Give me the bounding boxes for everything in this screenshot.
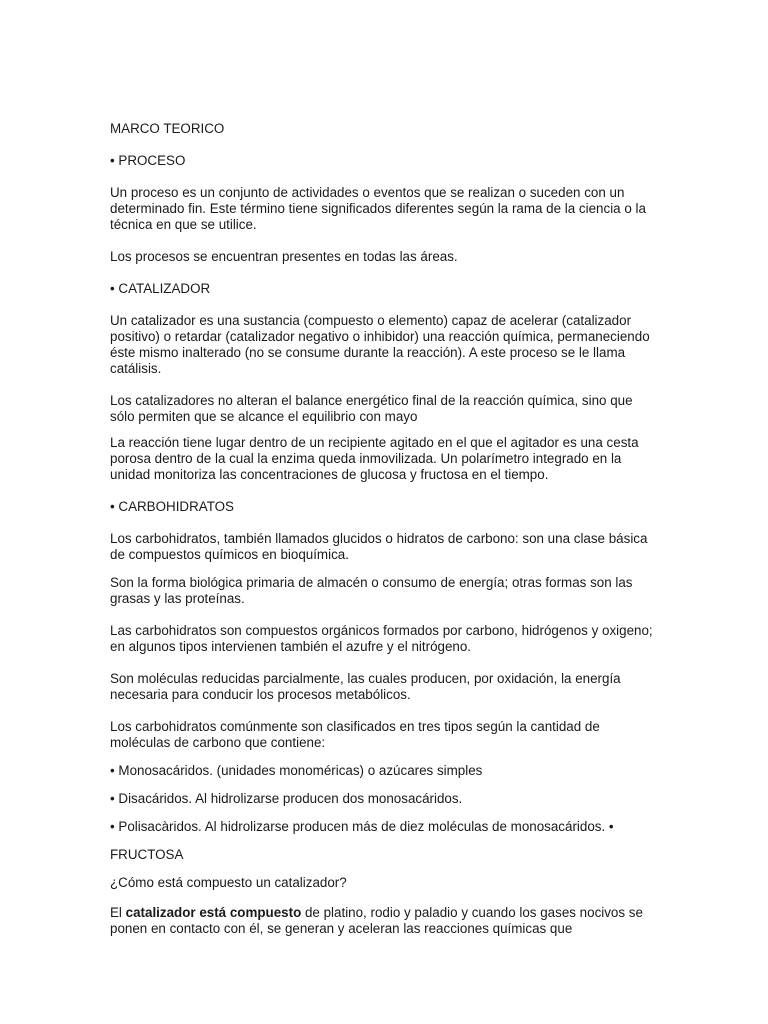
list-item: • Monosacáridos. (unidades monoméricas) o azúcares simples [110, 763, 483, 778]
paragraph-carbohidratos-1: Los carbohidratos, también llamados glucidos o hidratos de carbono: son una clase básica de compuestos químicos en bioquímica. [110, 531, 648, 562]
document-heading: MARCO TEORICO [110, 121, 225, 136]
list-item: • Disacáridos. Al hidrolizarse producen dos monosacáridos. [110, 791, 463, 806]
paragraph-catalizador-2: Los catalizadores no alteran el balance energético final de la reacción química, sino que sólo permiten que se alcance el equilibrio con mayo [110, 393, 633, 424]
section-title-proceso: • PROCESO [110, 153, 186, 168]
paragraph-carbohidratos-5: Los carbohidratos comúnmente son clasificados en tres tipos según la cantidad de moléculas de carbono que contiene: [110, 719, 600, 750]
answer-prefix: El [110, 905, 126, 920]
document-page [110, 121, 658, 937]
paragraph-catalizador-3: La reacción tiene lugar dentro de un recipiente agitado en el que el agitador es una cesta porosa dentro de la cual la enzima queda inmovilizada. Un polarímetro integrado en la unidad monitoriza las concentraciones de glucosa y fructosa en el tiempo. [110, 435, 639, 482]
list-item: • Polisacàridos. Al hidrolizarse producen más de diez moléculas de monosacáridos. • [110, 819, 614, 834]
paragraph-carbohidratos-2: Son la forma biológica primaria de almacén o consumo de energía; otras formas son las grasas y las proteínas. [110, 575, 633, 606]
paragraph-catalizador-1: Un catalizador es una sustancia (compuesto o elemento) capaz de acelerar (catalizador positivo) o retardar (catalizador negativo o inhibidor) una reacción química, permaneciendo éste mismo inalterado (no se consume durante la reacción). A este proceso se le llama catálisis. [110, 313, 650, 376]
answer-bold-phrase: catalizador está compuesto [125, 905, 302, 920]
paragraph-proceso-1: Un proceso es un conjunto de actividades o eventos que se realizan o suceden con un determinado fin. Este término tiene significados diferentes según la rama de la ciencia o la técnica en que se utilice. [110, 185, 646, 232]
paragraph-proceso-2: Los procesos se encuentran presentes en todas las áreas. [110, 249, 458, 264]
paragraph-carbohidratos-3: Las carbohidratos son compuestos orgánicos formados por carbono, hidrógenos y oxigeno; en algunos tipos intervienen también el azufre y el nitrógeno. [110, 623, 653, 654]
paragraph-carbohidratos-4: Son moléculas reducidas parcialmente, las cuales producen, por oxidación, la energía necesaria para conducir los procesos metabólicos. [110, 671, 621, 702]
answer-rest: de platino, rodio y paladio y cuando los gases nocivos se ponen en contacto con él, se generan y aceleran las reacciones químicas que [110, 905, 643, 936]
section-title-carbohidratos: • CARBOHIDRATOS [110, 499, 234, 514]
section-title-fructosa: FRUCTOSA [110, 847, 184, 862]
question-catalizador: ¿Cómo está compuesto un catalizador? [110, 875, 347, 890]
section-title-catalizador: • CATALIZADOR [110, 281, 211, 296]
answer-catalizador [110, 905, 658, 937]
